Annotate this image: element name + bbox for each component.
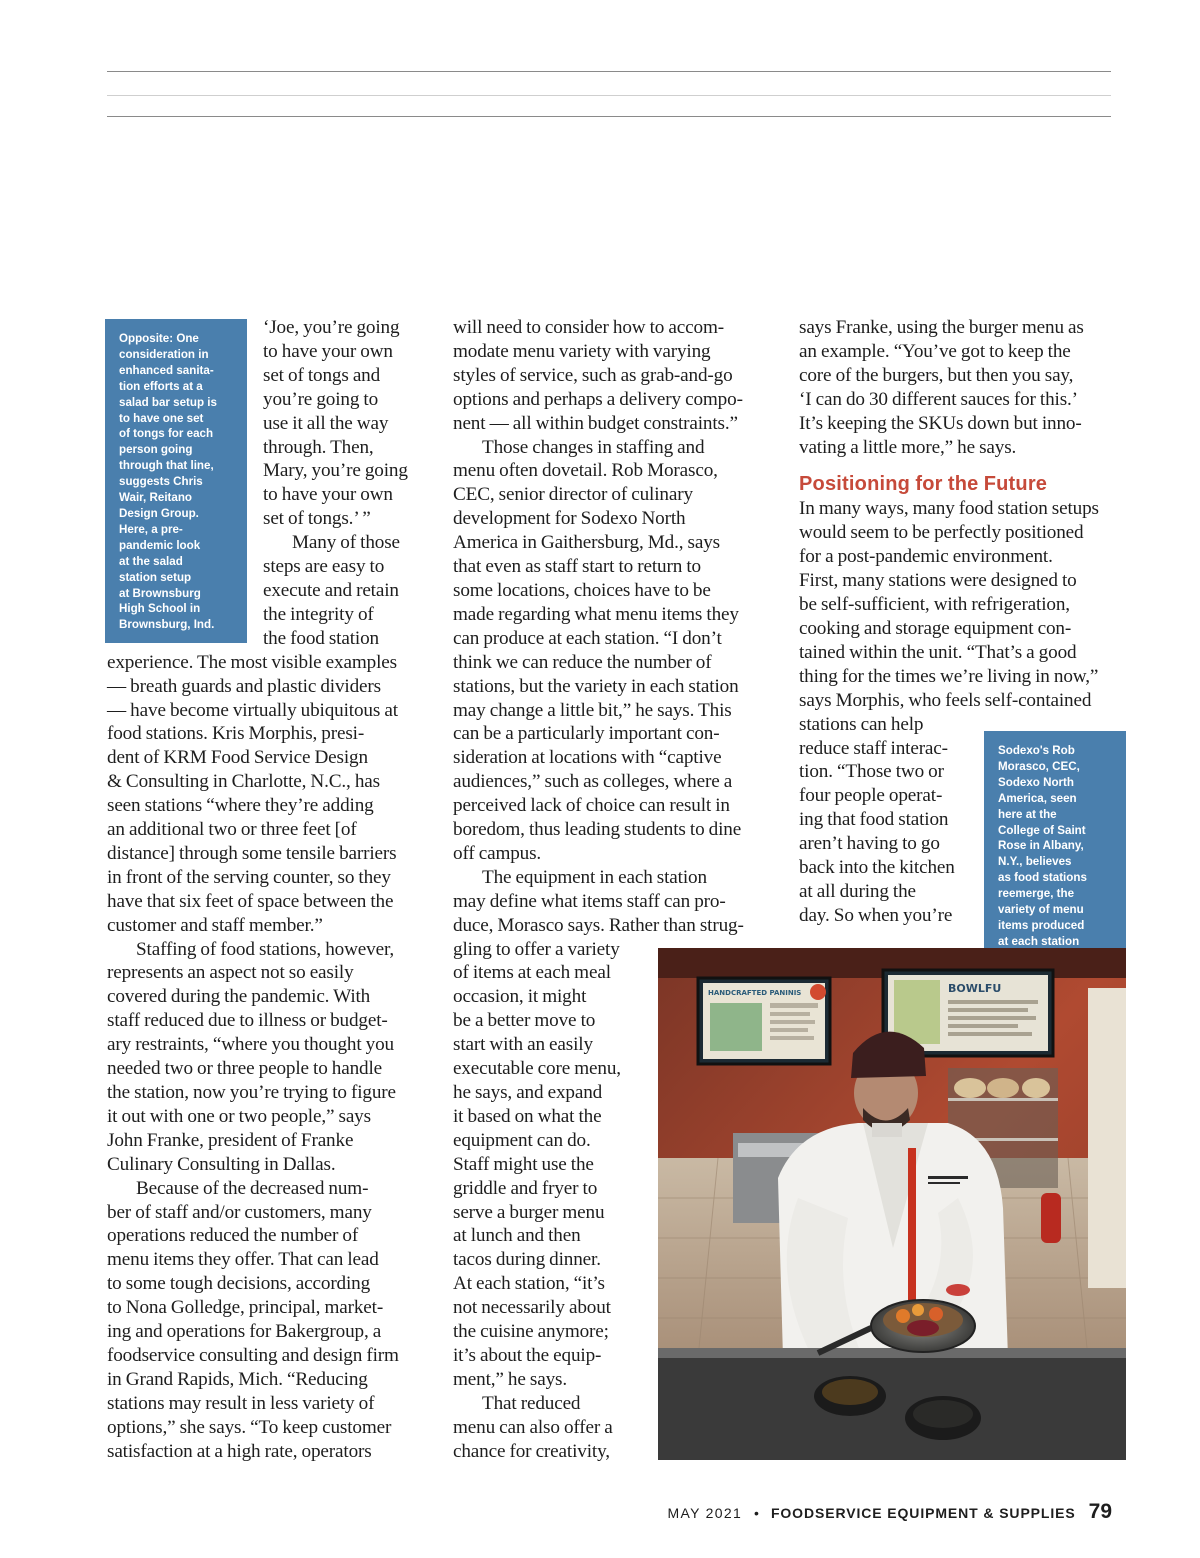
text-line: John Franke, president of Franke — [107, 1129, 354, 1151]
header-rule-bottom — [107, 116, 1111, 117]
text-line: The equipment in each station — [482, 866, 707, 888]
caption-line: station setup — [119, 570, 192, 584]
text-line: the food station — [263, 627, 379, 649]
text-line: stations may result in less variety of — [107, 1392, 375, 1414]
text-line: ing and operations for Bakergroup, a — [107, 1321, 382, 1343]
text-line: in Grand Rapids, Mich. “Reducing — [107, 1368, 368, 1390]
text-line: can be a particularly important con- — [453, 723, 720, 745]
text-line: menu can also offer a — [453, 1416, 613, 1438]
text-line: reduce staff interac- — [799, 737, 948, 759]
text-line: at all during the — [799, 880, 916, 902]
caption-line: tion efforts at a — [119, 379, 203, 393]
text-line: duce, Morasco says. Rather than strug- — [453, 914, 744, 936]
text-line: to have your own — [263, 340, 393, 362]
text-line: use it all the way — [263, 412, 389, 434]
text-line: stations can help — [799, 713, 924, 735]
text-line: it’s about the equip- — [453, 1344, 602, 1366]
caption-line: consideration in — [119, 347, 209, 361]
caption-line: Wair, Reitano — [119, 491, 193, 505]
text-line: ary restraints, “where you thought you — [107, 1034, 394, 1056]
text-line: Staffing of food stations, however, — [136, 938, 395, 960]
text-line: tained within the unit. “That’s a good — [799, 641, 1077, 663]
text-line: foodservice consulting and design firm — [107, 1344, 399, 1366]
text-line: says Franke, using the burger menu as — [799, 317, 1084, 338]
text-line: ment,” he says. — [453, 1368, 567, 1390]
caption-line: suggests Chris — [119, 475, 203, 489]
text-line: customer and staff member.” — [107, 914, 323, 936]
text-line: would seem to be perfectly positioned — [799, 522, 1084, 544]
text-line: to have your own — [263, 484, 393, 506]
text-line: dent of KRM Food Service Design — [107, 747, 368, 769]
caption-line: Opposite: One — [119, 332, 199, 345]
text-line: set of tongs and — [263, 364, 381, 386]
text-line: Because of the decreased num- — [136, 1177, 369, 1199]
text-line: you’re going to — [263, 388, 379, 410]
caption-line: enhanced sanita- — [119, 363, 214, 377]
text-line: not necessarily about — [453, 1297, 611, 1319]
caption-line: pandemic look — [119, 538, 201, 552]
text-line: can produce at each station. “I don’t — [453, 627, 722, 649]
text-line: have that six feet of space between the — [107, 890, 394, 912]
caption-line: Morasco, CEC, — [998, 759, 1080, 773]
text-line: through. Then, — [263, 436, 374, 458]
text-line: ber of staff and/or customers, many — [107, 1201, 372, 1223]
text-line: gling to offer a variety — [453, 938, 620, 960]
text-line: At each station, “it’s — [453, 1273, 605, 1295]
text-line: to Nona Golledge, principal, market- — [107, 1297, 384, 1319]
text-line: CEC, senior director of culinary — [453, 484, 693, 506]
text-line: set of tongs.’ ” — [263, 508, 371, 530]
caption-line: items produced — [998, 918, 1085, 932]
text-line: serve a burger menu — [453, 1201, 605, 1223]
header-rule-middle — [107, 95, 1111, 96]
text-line: satisfaction at a high rate, operators — [107, 1440, 372, 1462]
photo-caption-left — [105, 319, 247, 643]
caption-line: Sodexo North — [998, 775, 1075, 789]
text-line: tacos during dinner. — [453, 1249, 601, 1271]
text-line: equipment can do. — [453, 1129, 591, 1151]
caption-line: at the salad — [119, 554, 183, 568]
text-line: experience. The most visible examples — [107, 651, 397, 673]
text-line: & Consulting in Charlotte, N.C., has — [107, 771, 380, 793]
text-line: tion. “Those two or — [799, 761, 944, 783]
text-line: be a better move to — [453, 1010, 596, 1032]
text-line: it out with one or two people,” says — [107, 1105, 371, 1127]
text-line: four people operat- — [799, 785, 943, 807]
text-line: First, many stations were designed to — [799, 570, 1077, 592]
paragraph — [453, 316, 773, 436]
menu-board-text-right: BOWLFU — [948, 982, 1002, 995]
text-line: off campus. — [453, 842, 542, 864]
text-line: will need to consider how to accom- — [453, 317, 724, 338]
text-line: nent — all within budget constraints.” — [453, 412, 738, 434]
text-line: occasion, it might — [453, 986, 587, 1008]
footer-separator: • — [754, 1505, 759, 1521]
caption-line: as food stations — [998, 871, 1087, 885]
caption-line: here at the — [998, 807, 1057, 821]
caption-line: America, seen — [998, 791, 1077, 805]
text-line: ‘Joe, you’re going — [263, 317, 400, 338]
text-line: — have become virtually ubiquitous at — [107, 699, 398, 721]
text-line: back into the kitchen — [799, 857, 955, 879]
caption-line: at Brownsburg — [119, 586, 201, 600]
caption-line: N.Y., believes — [998, 855, 1072, 869]
section-subhead: Positioning for the Future — [799, 473, 1048, 496]
text-line: that even as staff start to return to — [453, 556, 701, 578]
text-line: audiences,” such as colleges, where a — [453, 771, 733, 793]
text-line: to some tough decisions, according — [107, 1273, 371, 1295]
text-line: he says, and expand — [453, 1082, 603, 1103]
page-number: 79 — [1088, 1500, 1112, 1523]
caption-line: at each station — [998, 934, 1080, 948]
text-line: distance] through some tensile barriers — [107, 842, 397, 864]
text-line: core of the burgers, but then you say, — [799, 364, 1074, 386]
text-line: it based on what the — [453, 1105, 602, 1127]
text-line: an example. “You’ve got to keep the — [799, 340, 1071, 362]
text-line: Those changes in staffing and — [482, 436, 705, 458]
text-line: at lunch and then — [453, 1225, 581, 1247]
text-line: in front of the serving counter, so they — [107, 866, 391, 888]
chef-station-photo — [658, 948, 1126, 1460]
paragraph — [107, 1177, 427, 1464]
text-line: execute and retain — [263, 579, 399, 601]
caption-line: person going — [119, 443, 193, 457]
text-line: menu items they offer. That can lead — [107, 1249, 379, 1271]
text-line: says Morphis, who feels self-contained — [799, 689, 1092, 711]
text-line: for a post-pandemic environment. — [799, 546, 1053, 568]
issue-date: MAY 2021 — [667, 1505, 743, 1521]
text-line: food stations. Kris Morphis, presi- — [107, 723, 365, 745]
text-line: be self-sufficient, with refrigeration, — [799, 594, 1070, 616]
text-line: development for Sodexo North — [453, 508, 686, 530]
text-line: It’s keeping the SKUs down but inno- — [799, 412, 1082, 434]
text-line: — breath guards and plastic dividers — [107, 675, 381, 697]
text-line: vating a little more,” he says. — [799, 436, 1017, 458]
text-line: America in Gaithersburg, Md., says — [453, 532, 720, 554]
text-line: may define what items staff can pro- — [453, 890, 726, 912]
text-line: the station, now you’re trying to figure — [107, 1082, 396, 1103]
text-line: options,” she says. “To keep customer — [107, 1416, 392, 1438]
text-line: of items at each meal — [453, 962, 611, 984]
text-line: an additional two or three feet [of — [107, 819, 357, 841]
text-line: ‘I can do 30 different sauces for this.’ — [799, 388, 1078, 410]
text-line: steps are easy to — [263, 556, 385, 578]
header-rule-top — [107, 71, 1111, 72]
text-line: sideration at locations with “captive — [453, 747, 722, 769]
caption-line: College of Saint — [998, 823, 1086, 837]
text-line: think we can reduce the number of — [453, 651, 712, 673]
text-line: Mary, you’re going — [263, 460, 408, 482]
text-line: the cuisine anymore; — [453, 1321, 609, 1343]
caption-line: Design Group. — [119, 506, 199, 520]
paragraph — [107, 938, 427, 1177]
text-line: executable core menu, — [453, 1058, 621, 1080]
text-line: boredom, thus leading students to dine — [453, 819, 742, 841]
text-line: Culinary Consulting in Dallas. — [107, 1153, 336, 1175]
text-line: needed two or three people to handle — [107, 1058, 383, 1080]
text-line: options and perhaps a delivery compo- — [453, 388, 743, 410]
text-line: some locations, choices have to be — [453, 579, 711, 601]
text-line: ing that food station — [799, 809, 949, 831]
text-line: operations reduced the number of — [107, 1225, 359, 1247]
text-line: made regarding what menu items they — [453, 603, 739, 625]
text-line: Staff might use the — [453, 1153, 594, 1175]
text-line: seen stations “where they’re adding — [107, 795, 374, 817]
text-line: start with an easily — [453, 1034, 593, 1056]
text-line: stations, but the variety in each station — [453, 675, 739, 697]
text-line: griddle and fryer to — [453, 1177, 598, 1199]
text-line: perceived lack of choice can result in — [453, 795, 730, 817]
text-line: thing for the times we’re living in now,” — [799, 665, 1099, 687]
text-line: aren’t having to go — [799, 833, 940, 855]
caption-line: salad bar setup is — [119, 395, 217, 409]
caption-line: High School in — [119, 602, 201, 616]
text-line: staff reduced due to illness or budget- — [107, 1010, 388, 1032]
text-line: may change a little bit,” he says. This — [453, 699, 732, 721]
caption-line: of tongs for each — [119, 427, 214, 441]
text-line: the integrity of — [263, 603, 374, 625]
caption-line: variety of menu — [998, 903, 1084, 917]
caption-line: to have one set — [119, 411, 204, 425]
text-line: In many ways, many food station setups — [799, 498, 1099, 520]
text-line: cooking and storage equipment con- — [799, 617, 1072, 639]
caption-line: Here, a pre- — [119, 522, 183, 536]
text-line: That reduced — [482, 1392, 581, 1414]
caption-line: Rose in Albany, — [998, 839, 1084, 853]
text-line: menu often dovetail. Rob Morasco, — [453, 460, 718, 482]
text-line: covered during the pandemic. With — [107, 986, 371, 1008]
text-line: represents an aspect not so easily — [107, 962, 354, 984]
paragraph — [799, 316, 1119, 459]
text-line: day. So when you’re — [799, 904, 953, 926]
text-line: modate menu variety with varying — [453, 340, 711, 362]
caption-line: through that line, — [119, 459, 214, 473]
caption-line: Brownsburg, Ind. — [119, 618, 215, 632]
paragraph — [453, 436, 773, 866]
text-line: Many of those — [292, 532, 400, 554]
caption-line: reemerge, the — [998, 887, 1075, 901]
page-footer — [668, 1500, 1112, 1524]
text-line: chance for creativity, — [453, 1440, 610, 1462]
caption-line: Sodexo's Rob — [998, 744, 1075, 757]
magazine-name: FOODSERVICE EQUIPMENT & SUPPLIES — [770, 1505, 1076, 1521]
text-line: styles of service, such as grab-and-go — [453, 364, 733, 386]
menu-board-text-left: HANDCRAFTED PANINIS — [708, 989, 802, 997]
